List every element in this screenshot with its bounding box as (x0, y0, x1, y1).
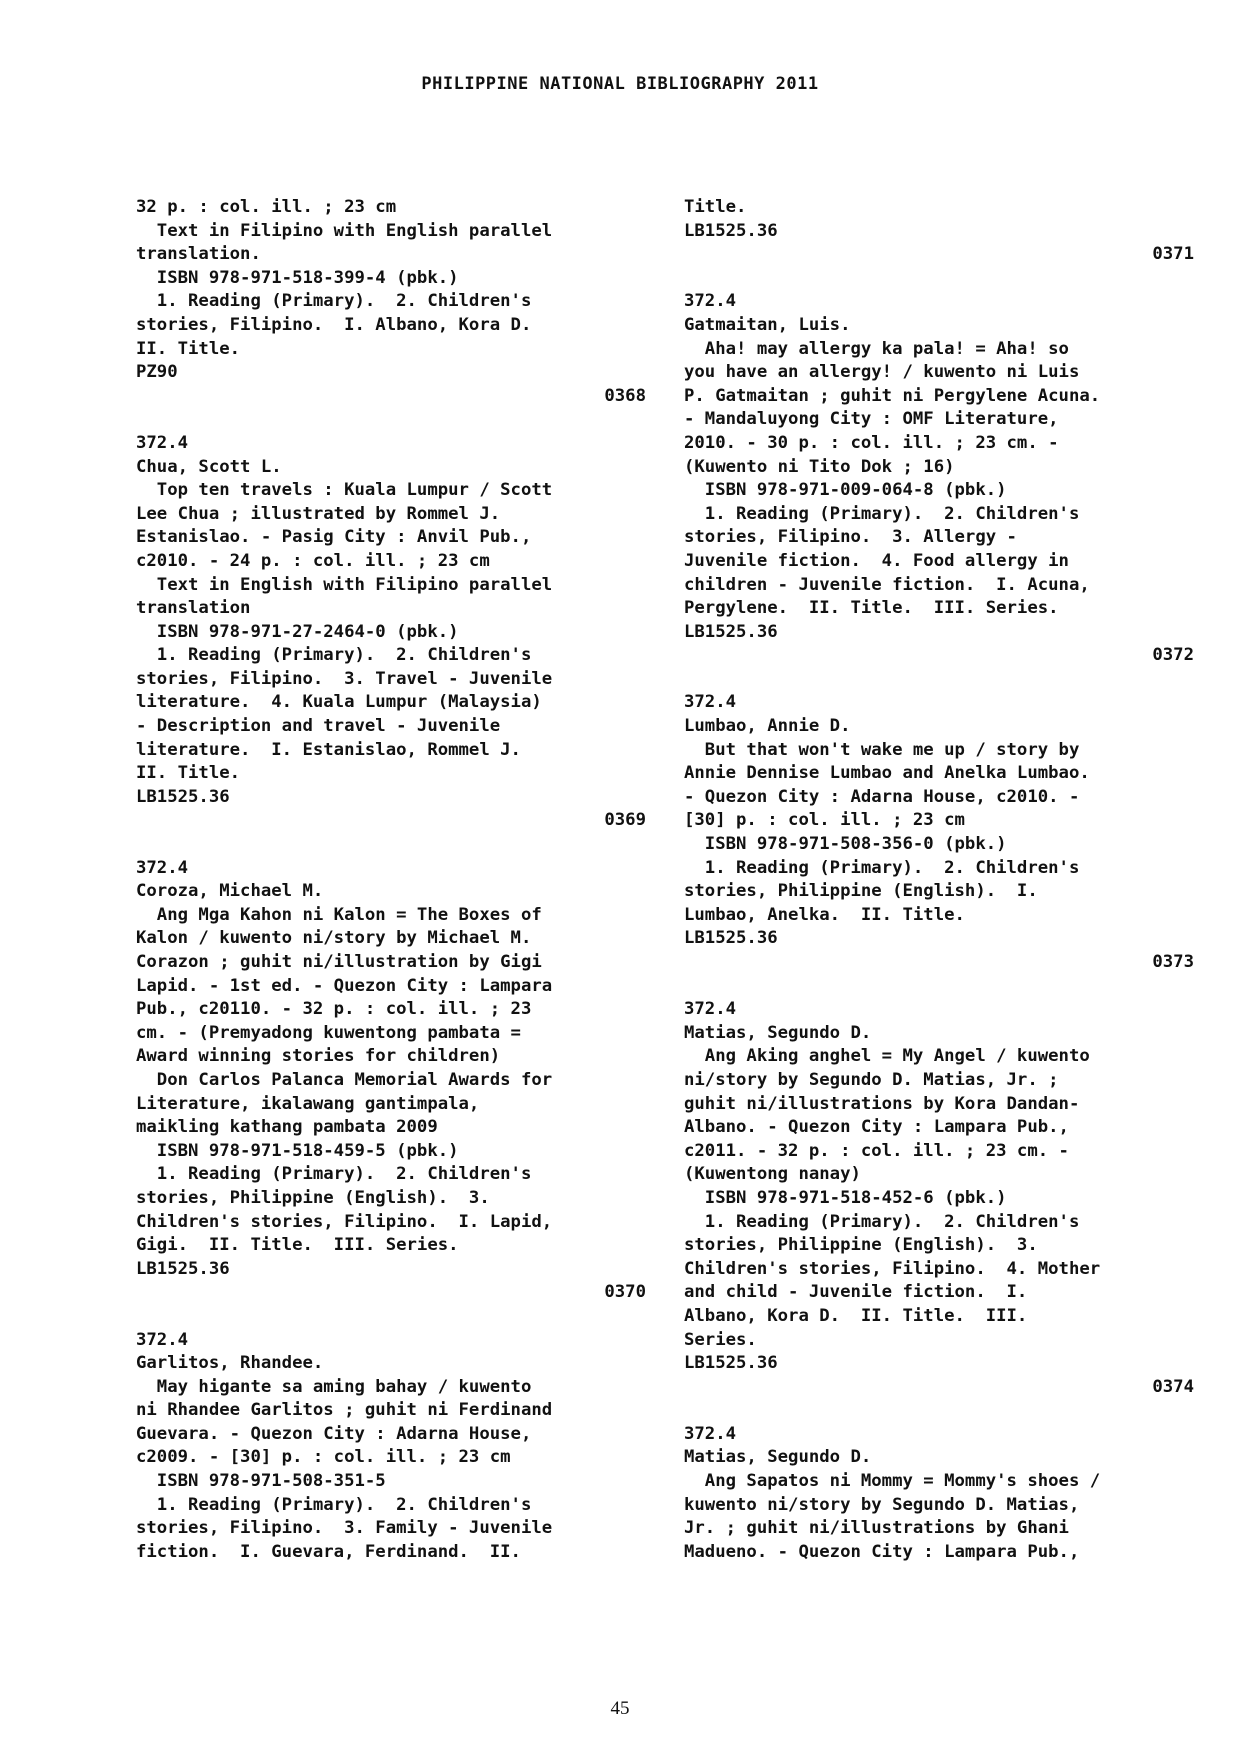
entry-line: Garlitos, Rhandee. (136, 1353, 324, 1374)
entry-line: 1. Reading (Primary). 2. Children's (136, 1494, 532, 1515)
entry-number: 0372 (1152, 645, 1194, 666)
entry-line: stories, Filipino. I. Albano, Kora D. (136, 314, 532, 335)
entry-line: stories, Filipino. 3. Family - Juvenile (136, 1518, 553, 1539)
entry-line: guhit ni/illustrations by Kora Dandan- (684, 1093, 1080, 1114)
entry-line: Don Carlos Palanca Memorial Awards for (136, 1069, 553, 1090)
page-number: 45 (610, 1698, 630, 1719)
entry-line: Pub., c20110. - 32 p. : col. ill. ; 23 (136, 999, 532, 1020)
call-number: LB1525.36 (684, 220, 778, 241)
entry-spacer (136, 833, 646, 857)
entry-line: ni/story by Segundo D. Matias, Jr. ; (684, 1069, 1059, 1090)
entry-line: ISBN 978-971-518-399-4 (pbk.) (136, 267, 459, 288)
entry-line: [30] p. : col. ill. ; 23 cm (684, 810, 965, 831)
entry-line: 1. Reading (Primary). 2. Children's (684, 857, 1080, 878)
entry-line: Lapid. - 1st ed. - Quezon City : Lampara (136, 975, 553, 996)
entry-line: ni Rhandee Garlitos ; guhit ni Ferdinand (136, 1400, 553, 1421)
call-number: LB1525.36 (684, 1353, 778, 1374)
entry-line: Gigi. II. Title. III. Series. (136, 1235, 459, 1256)
entry-line: 1. Reading (Primary). 2. Children's (684, 1211, 1080, 1232)
entry-line: - Description and travel - Juvenile (136, 716, 501, 737)
entry-line: fiction. I. Guevara, Ferdinand. II. (136, 1541, 521, 1562)
entry-line: Albano. - Quezon City : Lampara Pub., (684, 1117, 1069, 1138)
entry-line: c2009. - [30] p. : col. ill. ; 23 cm (136, 1447, 511, 1468)
entry-line: kuwento ni/story by Segundo D. Matias, (684, 1494, 1080, 1515)
class-number: 372.4 (136, 432, 189, 453)
entry-line: you have an allergy! / kuwento ni Luis (684, 362, 1080, 383)
entry-line: Annie Dennise Lumbao and Anelka Lumbao. (684, 763, 1090, 784)
entry-spacer (684, 975, 1194, 999)
call-number: LB1525.36 (136, 1258, 230, 1279)
entry-line: Corazon ; guhit ni/illustration by Gigi (136, 952, 542, 972)
entry-line: Gatmaitan, Luis. (684, 314, 851, 335)
entry-line: Aha! may allergy ka pala! = Aha! so (684, 338, 1069, 359)
entry-line: 1. Reading (Primary). 2. Children's (136, 645, 532, 666)
entry-spacer (684, 668, 1194, 692)
entry-line: stories, Philippine (English). 3. (136, 1187, 490, 1208)
entry-line: 1. Reading (Primary). 2. Children's (136, 1164, 532, 1185)
entry-line: Lee Chua ; illustrated by Rommel J. (136, 503, 501, 524)
entry-line: Text in English with Filipino parallel (136, 574, 553, 595)
call-number: LB1525.36 (684, 621, 778, 642)
entry-line: translation. (136, 244, 261, 265)
entry-line: maikling kathang pambata 2009 (136, 1117, 438, 1138)
entry-line: Series. (684, 1329, 757, 1350)
entry-line: ISBN 978-971-518-452-6 (pbk.) (684, 1187, 1007, 1208)
entry-line: Estanislao. - Pasig City : Anvil Pub., (136, 527, 532, 548)
entry-line: May higante sa aming bahay / kuwento (136, 1376, 532, 1397)
running-title: PHILIPPINE NATIONAL BIBLIOGRAPHY 2011 (421, 74, 819, 94)
entry-line: Literature, ikalawang gantimpala, (136, 1093, 480, 1114)
entry-spacer (684, 1399, 1194, 1423)
entry-line: Guevara. - Quezon City : Adarna House, (136, 1423, 532, 1444)
entry-line: cm. - (Premyadong kuwentong pambata = (136, 1022, 521, 1043)
entry-line: c2011. - 32 p. : col. ill. ; 23 cm. - (684, 1140, 1069, 1161)
entry-line: Ang Aking anghel = My Angel / kuwento (684, 1046, 1090, 1067)
entry-line: Lumbao, Annie D. (684, 716, 851, 737)
entry-line: translation (136, 598, 251, 619)
right-column (684, 196, 1194, 1564)
entry-line: - Quezon City : Adarna House, c2010. - (684, 786, 1080, 807)
class-number: 372.4 (684, 999, 737, 1020)
entry-line: Ang Sapatos ni Mommy = Mommy's shoes / (684, 1471, 1101, 1492)
entry-line: ISBN 978-971-009-064-8 (pbk.) (684, 480, 1007, 501)
entry-line: children - Juvenile fiction. I. Acuna, (684, 574, 1090, 595)
entry-line: Matias, Segundo D. (684, 1447, 872, 1468)
entry-line: Kalon / kuwento ni/story by Michael M. (136, 928, 532, 949)
entry-line: Coroza, Michael M. (136, 881, 324, 902)
entry-line: Top ten travels : Kuala Lumpur / Scott (136, 480, 553, 501)
call-number: LB1525.36 (136, 786, 230, 807)
entry-spacer (136, 408, 646, 432)
entry-line: Chua, Scott L. (136, 456, 282, 477)
entry-line: 2010. - 30 p. : col. ill. ; 23 cm. - (684, 432, 1059, 453)
entry-line: P. Gatmaitan ; guhit ni Pergylene Acuna. (684, 385, 1101, 406)
class-number: 372.4 (136, 1329, 189, 1350)
entry-line: Jr. ; guhit ni/illustrations by Ghani (684, 1518, 1069, 1539)
entry-line: Albano, Kora D. II. Title. III. (684, 1305, 1028, 1326)
left-column (136, 196, 646, 1564)
entry-line: ISBN 978-971-518-459-5 (pbk.) (136, 1140, 459, 1161)
entry-line: stories, Philippine (English). 3. (684, 1235, 1038, 1256)
entry-number: 0374 (1152, 1376, 1194, 1397)
entry-line: ISBN 978-971-27-2464-0 (pbk.) (136, 621, 459, 642)
entry-line: But that won't wake me up / story by (684, 739, 1080, 760)
call-number: PZ90 (136, 362, 178, 383)
entry-number: 0370 (604, 1282, 646, 1303)
entry-spacer (136, 1305, 646, 1329)
class-number: 372.4 (684, 291, 737, 312)
entry-line: Matias, Segundo D. (684, 1022, 872, 1043)
entry-line: 1. Reading (Primary). 2. Children's (136, 291, 532, 312)
entry-line: Pergylene. II. Title. III. Series. (684, 598, 1059, 619)
entry-line: literature. I. Estanislao, Rommel J. (136, 739, 521, 760)
entry-line: Lumbao, Anelka. II. Title. (684, 904, 965, 925)
entry-number: 0368 (604, 385, 646, 406)
entry-line: Children's stories, Filipino. I. Lapid, (136, 1211, 553, 1232)
entry-line: II. Title. (136, 338, 241, 359)
class-number: 372.4 (684, 692, 737, 713)
entry-line: 1. Reading (Primary). 2. Children's (684, 503, 1080, 524)
entry-line: stories, Filipino. 3. Allergy - (684, 527, 1017, 548)
entry-line: Juvenile fiction. 4. Food allergy in (684, 550, 1069, 571)
entry-line: literature. 4. Kuala Lumpur (Malaysia) (136, 692, 542, 713)
class-number: 372.4 (136, 857, 189, 878)
entry-line: 32 p. : col. ill. ; 23 cm (136, 197, 397, 217)
entry-number: 0373 (1152, 952, 1194, 972)
entry-line: c2010. - 24 p. : col. ill. ; 23 cm (136, 550, 490, 571)
entry-line: stories, Filipino. 3. Travel - Juvenile (136, 668, 553, 689)
entry-line: and child - Juvenile fiction. I. (684, 1282, 1028, 1303)
entry-line: Ang Mga Kahon ni Kalon = The Boxes of (136, 904, 542, 925)
entry-spacer (684, 267, 1194, 291)
entry-number: 0371 (1152, 244, 1194, 265)
entry-line: Madueno. - Quezon City : Lampara Pub., (684, 1541, 1080, 1562)
entry-line: (Kuwentong nanay) (684, 1164, 861, 1185)
class-number: 372.4 (684, 1423, 737, 1444)
entry-line: (Kuwento ni Tito Dok ; 16) (684, 456, 955, 477)
entry-line: ISBN 978-971-508-356-0 (pbk.) (684, 834, 1007, 855)
entry-line: Text in Filipino with English parallel (136, 220, 553, 241)
entry-line: Children's stories, Filipino. 4. Mother (684, 1258, 1101, 1279)
entry-line: - Mandaluyong City : OMF Literature, (684, 409, 1059, 430)
entry-line: ISBN 978-971-508-351-5 (136, 1471, 386, 1492)
entry-line: Award winning stories for children) (136, 1046, 501, 1067)
entry-line: II. Title. (136, 763, 241, 784)
call-number: LB1525.36 (684, 928, 778, 949)
entry-line: Title. (684, 197, 747, 217)
entry-line: stories, Philippine (English). I. (684, 881, 1038, 902)
entry-number: 0369 (604, 810, 646, 831)
